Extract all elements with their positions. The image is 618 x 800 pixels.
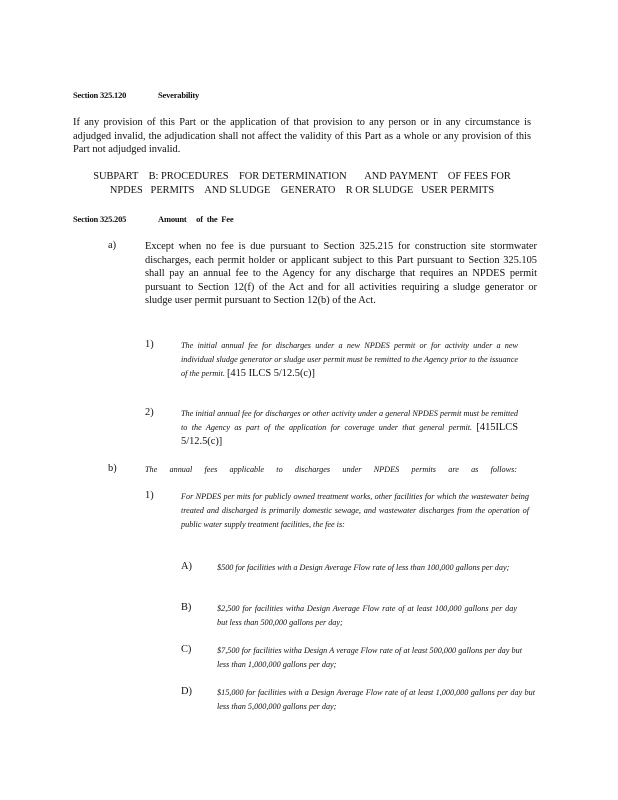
section-number: Section 325.205 xyxy=(73,214,127,224)
subsection-label: b) xyxy=(108,463,117,474)
item-label: 2) xyxy=(145,407,154,418)
item-a2-body: The initial annual fee for discharges or other activity under a general NPDES permit must be remitted to the Agency as part of the application for coverage under that general permit. xyxy=(181,409,518,433)
item-a2-text xyxy=(181,407,518,450)
fee-tier-label: C) xyxy=(181,644,192,655)
subsection-a-text: Except when no fee is due pursuant to Section 325.215 for construction site stormwater discharges, each permit holder or applicant subject to this Part pursuant to Section 325.105 shall pay an annual fee to the Agency for any discharge that requires an NPDES permit pursuant to Section 12(f) of the Act and for all activities requiring a sludge generator or sludge user permit pursuant to Section 12(b) of the Act. xyxy=(145,241,537,306)
item-a1-body: The initial annual fee for discharges under a new NPDES permit or for activity under a new individual sludge generator or sludge user permit must be remitted to the Agency prior to the issuance of the permit. xyxy=(181,341,518,379)
fee-tier-c-text: $7,500 for facilities witha Design A verage Flow rate of at least 500,000 gallons per day but less than 1,000,000 gallons per day; xyxy=(217,646,522,670)
statute-citation: [415ILCS 5/12.5(c)] xyxy=(181,422,518,448)
section-number: Section 325.120 xyxy=(73,90,127,100)
statute-citation: [415 ILCS 5/12.5(c)] xyxy=(226,368,315,380)
subsection-label: a) xyxy=(108,240,117,251)
fee-tier-d-text: $15,000 for facilities with a Design Average Flow rate of at least 1,000,000 gallons per day but less than 5,000,000 gallons per day; xyxy=(217,688,535,712)
subpart-heading-line-1: SUBPART B: PROCEDURES FOR DETERMINATION AND PAYMENT OF FEES FOR xyxy=(93,171,511,182)
fee-tier-a-text: $500 for facilities with a Design Average Flow rate of less than 100,000 gallons per day; xyxy=(217,563,510,572)
item-b1-text: For NPDES per mits for publicly owned treatment works, other facilities for which the wastewater being treated and discharged is primarily domestic sewage, and wastewater discharges from the operation of public water supply treatment facilities, the fee is: xyxy=(181,492,529,530)
item-a1-text xyxy=(181,339,518,382)
fee-tier-label: B) xyxy=(181,602,192,613)
subsection-b-text: The annual fees applicable to discharges under NPDES permits are as follows: xyxy=(145,465,517,474)
item-label: 1) xyxy=(145,490,154,501)
subpart-heading-line-2: NPDES PERMITS AND SLUDGE GENERATO R OR SLUDGE USER PERMITS xyxy=(109,185,495,196)
section-title: Amount of the Fee xyxy=(158,214,234,224)
section-title: Severability xyxy=(158,90,200,100)
fee-tier-b-text: $2,500 for facilities witha Design Average Flow rate of at least 100,000 gallons per day but less than 500,000 gallons per day; xyxy=(217,604,517,628)
fee-tier-label: A) xyxy=(181,561,192,572)
severability-paragraph: If any provision of this Part or the application of that provision to any person or in any circumstance is adjudged invalid, the adjudication shall not affect the validity of this Part as a whole or any provision of this Part not adjudged invalid. xyxy=(73,117,531,155)
item-label: 1) xyxy=(145,339,154,350)
fee-tier-label: D) xyxy=(181,686,192,697)
